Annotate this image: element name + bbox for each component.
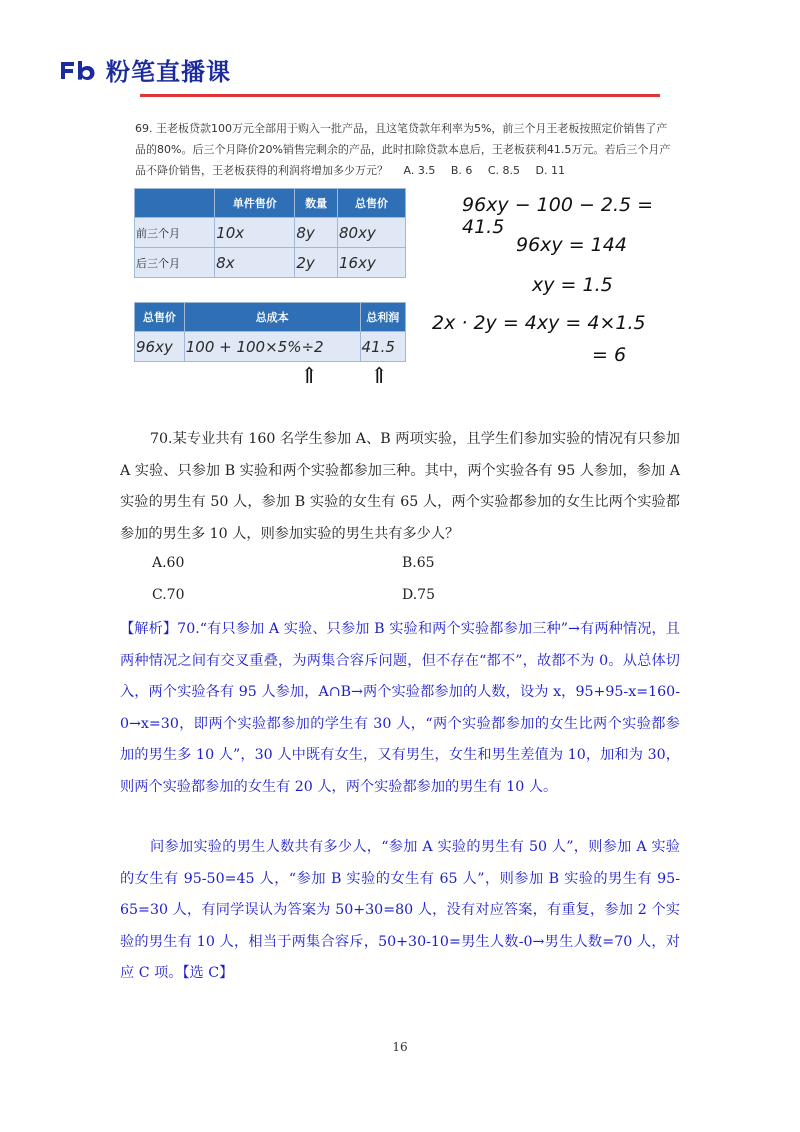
handwriting-line-2: 96xy = 144 <box>516 234 627 256</box>
handwriting-line-1: 96xy − 100 − 2.5 = 41.5 <box>462 194 654 238</box>
brand-logo <box>58 52 231 87</box>
table-cell: 8y <box>295 218 338 248</box>
option-d: D.75 <box>402 587 435 603</box>
table-cell: 100 + 100×5%÷2 <box>184 332 360 362</box>
table-cell: 80xy <box>337 218 405 248</box>
table-header: 单件售价 <box>215 189 295 218</box>
profit-table <box>134 302 406 362</box>
table-header: 总售价 <box>337 189 405 218</box>
problem-70-text: 70.某专业共有 160 名学生参加 A、B 两项实验，且学生们参加实验的情况有只参加 A 实验、只参加 B 实验和两个实验都参加三种。其中，两个实验各有 95 人参加，参加 A 实验的男生有 50 人，参加 B 实验的女生有 65 人，两个实验都参加的女生比两个实验都参加的男生多 10 人，则参加实验的男生共有多少人？ <box>120 431 680 542</box>
handwriting-line-5: = 6 <box>592 344 627 366</box>
table-cell: 前三个月 <box>135 218 215 248</box>
option-b: B.65 <box>402 555 435 571</box>
up-arrow-icon: ⇑ <box>300 364 319 389</box>
problem-69-text <box>135 118 675 181</box>
table-cell: 2y <box>295 248 338 278</box>
logo-text: 粉笔直播课 <box>106 58 231 86</box>
sales-table <box>134 188 406 278</box>
table-cell: 8x <box>215 248 295 278</box>
question-69-body: 69. 王老板贷款100万元全部用于购入一批产品，且这笔贷款年利率为5%，前三个月王老板按照定价销售了产品的80%。后三个月降价20%销售完剩余的产品，此时扣除贷款本息后，王老板获利41.5万元。若后三个月产品不降价销售，王老板获得的利润将增加多少万元？ <box>135 122 671 177</box>
table-row <box>135 218 406 248</box>
table-cell: 16xy <box>337 248 405 278</box>
option-a: A.60 <box>152 555 185 571</box>
option-69-b: B. 6 <box>450 164 473 177</box>
option-69-d: D. 11 <box>535 164 566 177</box>
table-header: 总成本 <box>184 303 360 332</box>
table-cell: 96xy <box>135 332 185 362</box>
table-header: 数量 <box>295 189 338 218</box>
page-number: 16 <box>392 1040 408 1054</box>
table-cell: 10x <box>215 218 295 248</box>
handwriting-line-4: 2x · 2y = 4xy = 4×1.5 <box>432 312 646 334</box>
table-row <box>135 332 406 362</box>
table-header <box>135 189 215 218</box>
problem-69-screenshot <box>132 94 677 394</box>
table-cell: 41.5 <box>360 332 405 362</box>
red-underline <box>140 94 660 97</box>
up-arrow-icon: ⇑ <box>370 364 389 389</box>
analysis-paragraph-1: 【解析】70.“有只参加 A 实验、只参加 B 实验和两个实验都参加三种”→有两种情况，且两种情况之间有交叉重叠，为两集合容斥问题，但不存在“都不”，故都不为 0。从总体切入，两个实验各有 95 人参加，A∩B→两个实验都参加的人数，设为 x，95+95-x=160-0→x=30，即两个实验都参加的学生有 30 人，“两个实验都参加的女生比两个实验都参加的男生多 10 人”，30 人中既有女生，又有男生，女生和男生差值为 10，加和为 30，则两个实验都参加的女生有 20 人，两个实验都参加的男生有 10 人。 <box>120 621 680 795</box>
analysis-paragraph-2: 问参加实验的男生人数共有多少人，“参加 A 实验的男生有 50 人”，则参加 A 实验的女生有 95-50=45 人，“参加 B 实验的女生有 65 人”，则参加 B 实验的男生有 95-65=30 人，有同学误认为答案为 50+30=80 人，没有对应答案，有重复，参加 2 个实验的男生有 10 人，相当于两集合容斥，50+30-10=男生人数-0→男生人数=70 人，对应 C 项。【选 C】 <box>120 839 680 981</box>
fb-logo-icon <box>58 59 98 81</box>
option-69-c: C. 8.5 <box>487 164 521 177</box>
table-cell: 后三个月 <box>135 248 215 278</box>
option-c: C.70 <box>152 587 185 603</box>
table-row <box>135 248 406 278</box>
table-header: 总售价 <box>135 303 185 332</box>
option-69-a: A. 3.5 <box>403 164 436 177</box>
handwriting-line-3: xy = 1.5 <box>532 274 613 296</box>
table-header: 总利润 <box>360 303 405 332</box>
